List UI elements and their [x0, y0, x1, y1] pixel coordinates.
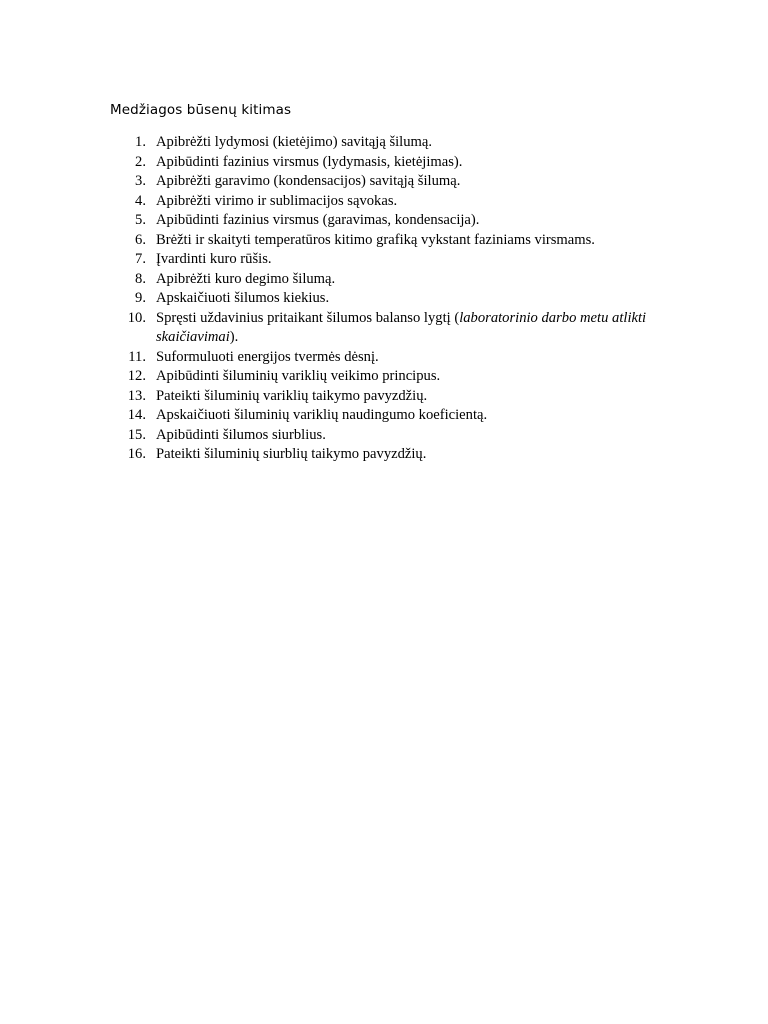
- list-item-text: Apskaičiuoti šilumos kiekius.: [156, 290, 330, 306]
- list-item-number: 3.: [135, 173, 146, 189]
- list-item-number: 11.: [128, 348, 146, 365]
- list-item: [110, 211, 710, 231]
- list-item: [110, 406, 710, 426]
- list-item-number: 1.: [135, 134, 146, 150]
- list-item-text: Įvardinti kuro rūšis.: [156, 251, 272, 267]
- list-item-number: 14.: [127, 407, 146, 423]
- list-item: [110, 231, 710, 251]
- list-item-number: 15.: [127, 426, 146, 443]
- list-item: [110, 426, 710, 446]
- list-item-text: [156, 309, 710, 348]
- list-item-text: Pateikti šiluminių variklių taikymo pavyzdžių.: [156, 387, 428, 404]
- list-item-text: Pateikti šiluminių siurblių taikymo pavyzdžių.: [156, 446, 427, 462]
- list-item-number: 8.: [135, 270, 146, 287]
- list-item-text: Apibūdinti šilumos siurblius.: [156, 426, 326, 443]
- list-item: [110, 270, 710, 290]
- list-item-number: 13.: [127, 387, 146, 404]
- list-item-text: Apibūdinti fazinius virsmus (lydymasis, kietėjimas).: [156, 153, 463, 170]
- list-item-text-part: Spręsti uždavinius pritaikant šilumos balanso lygtį (: [156, 309, 460, 326]
- list-item: [110, 172, 710, 192]
- list-item-number: 6.: [135, 231, 146, 248]
- list-item-number: 5.: [135, 212, 146, 228]
- list-item: [110, 445, 710, 465]
- list-item: [110, 309, 710, 348]
- list-item-text-part: ).: [229, 329, 239, 345]
- list-item-number: 12.: [127, 368, 146, 384]
- list-item-number: 16.: [127, 446, 146, 462]
- list-item: [110, 250, 710, 270]
- list-item-text: Apibrėžti kuro degimo šilumą.: [156, 270, 336, 287]
- list-item-text: Apskaičiuoti šiluminių variklių naudingumo koeficientą.: [156, 407, 488, 423]
- list-item-text: Apibūdinti fazinius virsmus (garavimas, kondensacija).: [156, 212, 480, 228]
- list-item: [110, 367, 710, 387]
- list-item: [110, 153, 710, 173]
- objectives-list: [110, 133, 710, 465]
- list-item: [110, 289, 710, 309]
- list-item: [110, 387, 710, 407]
- list-item: [110, 348, 710, 368]
- list-item-number: 2.: [135, 153, 146, 170]
- list-item-number: 10.: [127, 309, 146, 326]
- list-item: [110, 192, 710, 212]
- list-item-text: Apibrėžti garavimo (kondensacijos) savitąją šilumą.: [156, 173, 461, 189]
- list-item-text: Apibūdinti šiluminių variklių veikimo principus.: [156, 368, 441, 384]
- list-item-text: Suformuluoti energijos tvermės dėsnį.: [156, 348, 379, 365]
- document-heading: Medžiagos būsenų kitimas: [110, 102, 292, 118]
- list-item-number: 9.: [135, 290, 146, 306]
- list-item-italic-text: laboratorinio darbo metu atlikti skaičiavimai: [156, 309, 647, 345]
- list-item-text: Apibrėžti lydymosi (kietėjimo) savitąją šilumą.: [156, 134, 433, 150]
- list-item-text: Brėžti ir skaityti temperatūros kitimo grafiką vykstant faziniams virsmams.: [156, 231, 595, 248]
- list-item-number: 4.: [135, 192, 146, 209]
- list-item: [110, 133, 710, 153]
- list-item-number: 7.: [135, 251, 146, 267]
- list-item-text: Apibrėžti virimo ir sublimacijos sąvokas.: [156, 192, 398, 209]
